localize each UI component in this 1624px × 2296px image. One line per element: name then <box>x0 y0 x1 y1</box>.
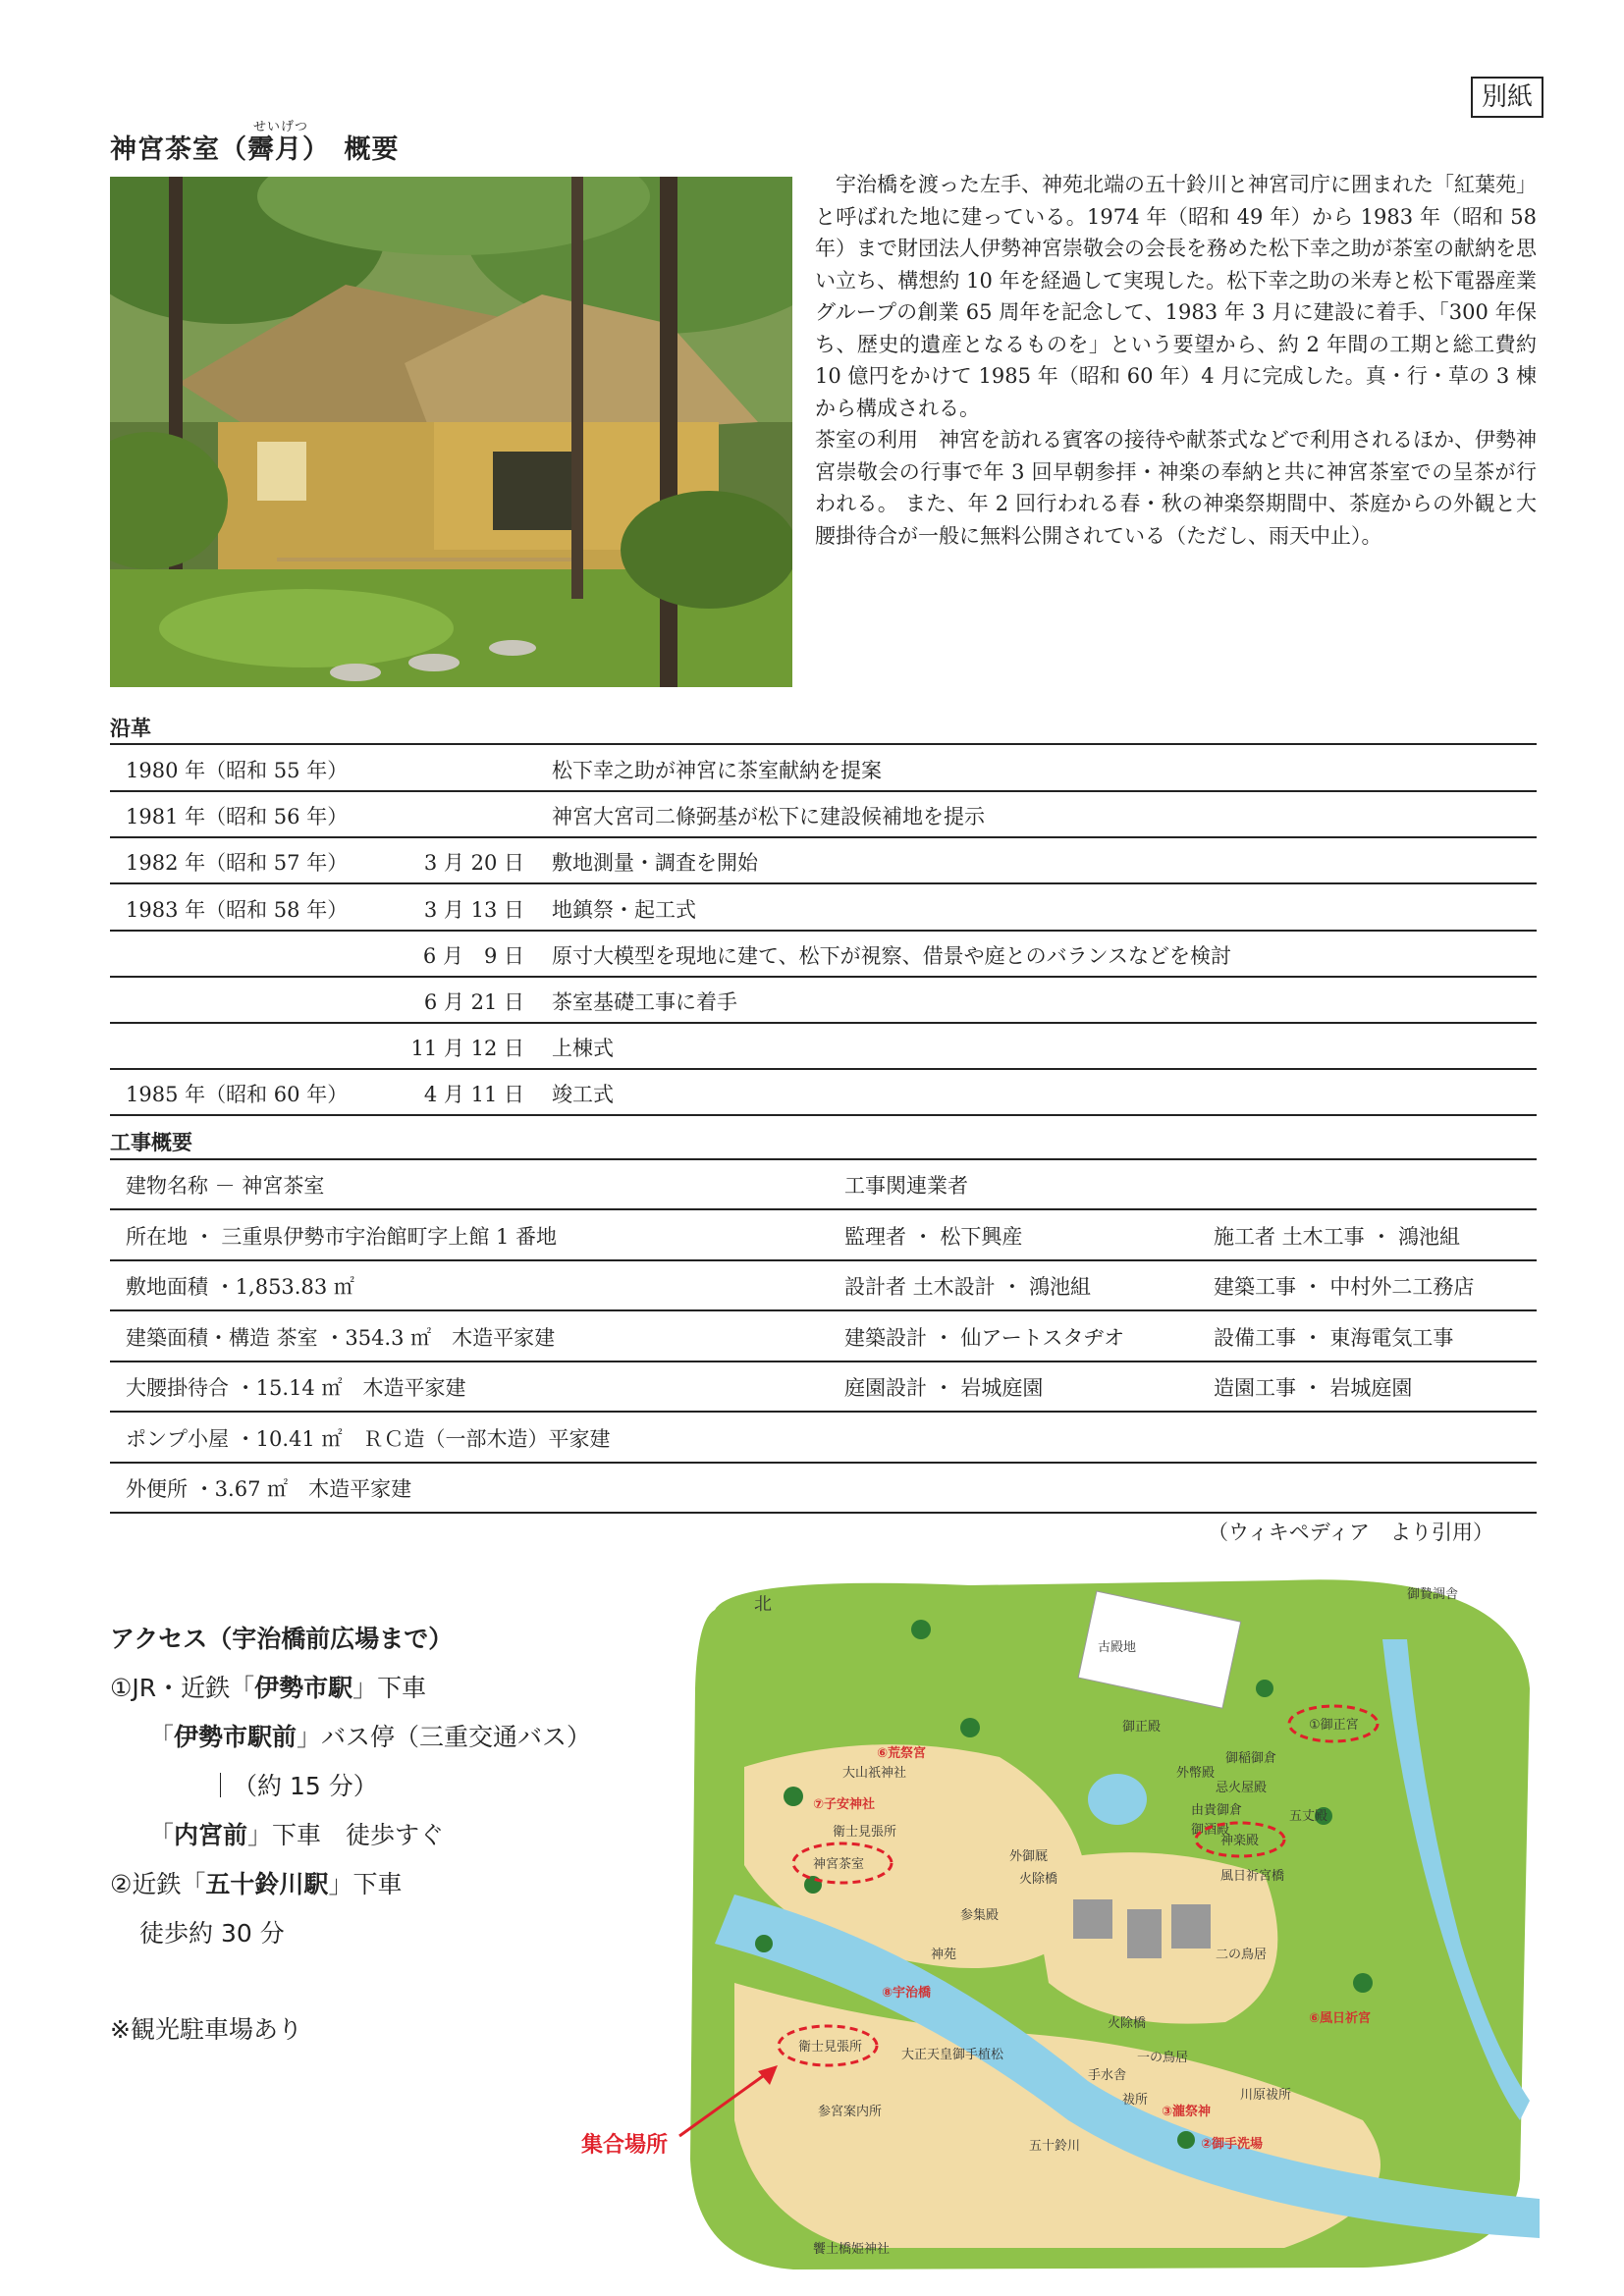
history-row <box>110 1068 1537 1116</box>
access-line-time: ｜（約 15 分） <box>208 1772 378 1800</box>
construction-right: 設備工事 ・ 東海電気工事 <box>1214 1325 1454 1350</box>
access-line-bus: 「伊勢市駅前」バス停（三重交通バス） <box>149 1723 592 1751</box>
svg-text:御正殿: 御正殿 <box>1122 1720 1162 1735</box>
history-row <box>110 883 1537 932</box>
svg-text:⑧宇治橋: ⑧宇治橋 <box>882 1986 932 2001</box>
meeting-place-label: 集合場所 <box>581 2133 669 2158</box>
svg-text:忌火屋殿: 忌火屋殿 <box>1216 1781 1268 1795</box>
svg-text:二の鳥居: 二の鳥居 <box>1216 1948 1268 1962</box>
construction-left: 大腰掛待合 ・15.14 ㎡ 木造平家建 <box>126 1376 466 1400</box>
parking-note: ※観光駐車場あり <box>110 2015 302 2044</box>
construction-mid: 工事関連業者 <box>844 1174 968 1198</box>
history-year: 1981 年（昭和 56 年） <box>126 805 349 829</box>
history-date: 3 月 20 日 <box>423 851 524 876</box>
svg-text:外御厩: 外御厩 <box>1009 1849 1049 1864</box>
construction-left: 所在地 ・ 三重県伊勢市宇治館町字上館 1 番地 <box>126 1224 558 1249</box>
svg-text:神宮茶室: 神宮茶室 <box>813 1857 865 1872</box>
meeting-arrow <box>668 2052 815 2150</box>
svg-text:神楽殿: 神楽殿 <box>1220 1834 1260 1848</box>
svg-text:火除橋: 火除橋 <box>1019 1872 1058 1887</box>
citation: （ウィキペディア より引用） <box>1208 1521 1494 1544</box>
construction-left: 敷地面積 ・1,853.83 ㎡ <box>126 1275 354 1299</box>
construction-mid: 建築設計 ・ 仙アートスタヂオ <box>844 1325 1125 1350</box>
tea-house-description <box>815 169 1537 552</box>
svg-text:由貴御倉: 由貴御倉 <box>1191 1803 1243 1818</box>
construction-row <box>110 1413 1537 1464</box>
history-event: 地鎮祭・起工式 <box>552 897 696 922</box>
history-row <box>110 744 1537 792</box>
history-row <box>110 930 1537 978</box>
history-event: 敷地測量・調査を開始 <box>552 851 758 876</box>
construction-left: ポンプ小屋 ・10.41 ㎡ ＲＣ造（一部木造）平家建 <box>126 1426 611 1451</box>
history-year: 1982 年（昭和 57 年） <box>126 851 349 876</box>
history-row <box>110 1022 1537 1070</box>
svg-text:③瀧祭神: ③瀧祭神 <box>1162 2105 1212 2119</box>
svg-text:古殿地: 古殿地 <box>1098 1640 1137 1655</box>
svg-text:神苑: 神苑 <box>931 1948 957 1962</box>
history-date: 6 月 21 日 <box>423 990 524 1014</box>
history-event: 上棟式 <box>552 1037 614 1061</box>
svg-text:手水舎: 手水舎 <box>1088 2068 1127 2083</box>
svg-text:饗土橋姫神社: 饗土橋姫神社 <box>813 2242 891 2257</box>
construction-mid: 庭園設計 ・ 岩城庭園 <box>844 1376 1044 1400</box>
svg-text:御贄調舎: 御贄調舎 <box>1407 1587 1459 1602</box>
history-year: 1983 年（昭和 58 年） <box>126 897 349 922</box>
svg-text:参宮案内所: 参宮案内所 <box>818 2105 883 2119</box>
construction-row <box>110 1260 1537 1311</box>
svg-text:五丈殿: 五丈殿 <box>1289 1809 1328 1824</box>
history-event: 神宮大宮司二條弼基が松下に建設候補地を提示 <box>552 805 985 829</box>
history-date: 4 月 11 日 <box>423 1083 524 1107</box>
access-line-walk: 徒歩約 30 分 <box>139 1919 285 1948</box>
construction-row <box>110 1210 1537 1261</box>
construction-row <box>110 1311 1537 1362</box>
svg-text:①御正宮: ①御正宮 <box>1309 1718 1359 1733</box>
description-paragraph-usage: 茶室の利用 神宮を訪れる賓客の接待や献茶式などで利用されるほか、伊勢神宮崇敬会の行事で年 3 回早朝参拝・神楽の奉納と共に神宮茶室での呈茶が行われる。 また、年 2 回行われる春・秋の神楽祭期間中、茶庭からの外観と大腰掛待合が一般に無料公開されている（ただし、雨天中止）。 <box>815 428 1537 548</box>
title-ruby: せいげつ <box>253 120 309 134</box>
construction-right: 造園工事 ・ 岩城庭園 <box>1214 1376 1413 1400</box>
svg-text:⑥風日祈宮: ⑥風日祈宮 <box>1309 2011 1372 2026</box>
construction-right: 施工者 土木工事 ・ 鴻池組 <box>1214 1224 1461 1249</box>
access-line-kintetsu: ②近鉄「五十鈴川駅」下車 <box>110 1870 403 1898</box>
history-date: 3 月 13 日 <box>423 897 524 922</box>
page-title: 神宮茶室（霽月） 概要 <box>110 134 400 165</box>
svg-text:火除橋: 火除橋 <box>1108 2016 1147 2031</box>
construction-left: 建築面積・構造 茶室 ・354.3 ㎡ 木造平家建 <box>126 1325 556 1350</box>
construction-heading: 工事概要 <box>110 1131 192 1154</box>
history-date: 11 月 12 日 <box>410 1037 524 1061</box>
shrine-map <box>676 1571 1540 2272</box>
svg-text:大山祇神社: 大山祇神社 <box>842 1766 907 1781</box>
svg-text:御稲御倉: 御稲御倉 <box>1225 1751 1277 1766</box>
svg-text:参集殿: 参集殿 <box>960 1908 1000 1923</box>
history-event: 竣工式 <box>552 1083 614 1107</box>
svg-text:⑦子安神社: ⑦子安神社 <box>813 1797 876 1812</box>
access-line-jr: ①JR・近鉄「伊勢市駅」下車 <box>110 1674 427 1702</box>
construction-mid: 監理者 ・ 松下興産 <box>844 1224 1023 1249</box>
svg-text:大正天皇御手植松: 大正天皇御手植松 <box>901 2048 1004 2062</box>
tea-house-photo <box>110 177 792 687</box>
history-row <box>110 790 1537 838</box>
svg-text:祓所: 祓所 <box>1122 2093 1149 2108</box>
history-year: 1980 年（昭和 55 年） <box>126 759 349 782</box>
svg-text:外幣殿: 外幣殿 <box>1176 1766 1216 1781</box>
history-event: 松下幸之助が神宮に茶室献納を提案 <box>552 759 882 782</box>
history-year: 1985 年（昭和 60 年） <box>126 1083 349 1107</box>
svg-text:川原祓所: 川原祓所 <box>1240 2088 1292 2103</box>
history-heading: 沿革 <box>110 717 151 740</box>
svg-text:衛士見張所: 衛士見張所 <box>798 2040 863 2055</box>
svg-text:⑥荒祭宮: ⑥荒祭宮 <box>877 1746 927 1761</box>
construction-left: 外便所 ・3.67 ㎡ 木造平家建 <box>126 1477 412 1501</box>
history-date: 6 月 9 日 <box>422 943 524 968</box>
svg-text:五十鈴川: 五十鈴川 <box>1029 2139 1081 2154</box>
attachment-badge: 別紙 <box>1471 77 1543 118</box>
construction-row <box>110 1463 1537 1514</box>
access-heading: アクセス（宇治橋前広場まで） <box>110 1625 454 1653</box>
svg-text:風日祈宮橋: 風日祈宮橋 <box>1220 1869 1285 1884</box>
svg-text:②御手洗場: ②御手洗場 <box>1201 2137 1264 2152</box>
svg-text:御酒殿: 御酒殿 <box>1191 1823 1230 1838</box>
construction-row <box>110 1362 1537 1413</box>
history-event: 茶室基礎工事に着手 <box>552 990 737 1014</box>
history-row <box>110 836 1537 884</box>
history-row <box>110 976 1537 1024</box>
construction-left: 建物名称 － 神宮茶室 <box>126 1174 325 1198</box>
construction-right: 建築工事 ・ 中村外二工務店 <box>1214 1275 1475 1299</box>
construction-mid: 設計者 土木設計 ・ 鴻池組 <box>844 1275 1092 1299</box>
description-paragraph: 宇治橋を渡った左手、神苑北端の五十鈴川と神宮司庁に囲まれた「紅葉苑」と呼ばれた地に建っている。1974 年（昭和 49 年）から 1983 年（昭和 58 年）まで財団法人伊勢神宮崇敬会の会長を務めた松下幸之助が茶室の献納を思い立ち、構想約 10 年を経過して実現した。松下幸之助の米寿と松下電器産業グループの創業 65 周年を記念して、1983 年 3 月に建設に着手、「300 年保ち、歴史的遺産となるものを」という要望から、約 2 年間の工期と総工費約 10 億円をかけて 1985 年（昭和 60 年）4 月に完成した。真・行・草の 3 棟から構成される。 <box>815 173 1537 420</box>
svg-text:北: 北 <box>754 1594 772 1615</box>
svg-text:一の鳥居: 一の鳥居 <box>1137 2051 1189 2065</box>
history-event: 原寸大模型を現地に建て、松下が視察、借景や庭とのバランスなどを検討 <box>552 943 1231 968</box>
access-line-stop: 「内宮前」下車 徒歩すぐ <box>149 1821 445 1849</box>
svg-text:衛士見張所: 衛士見張所 <box>833 1825 897 1840</box>
construction-row <box>110 1159 1537 1210</box>
